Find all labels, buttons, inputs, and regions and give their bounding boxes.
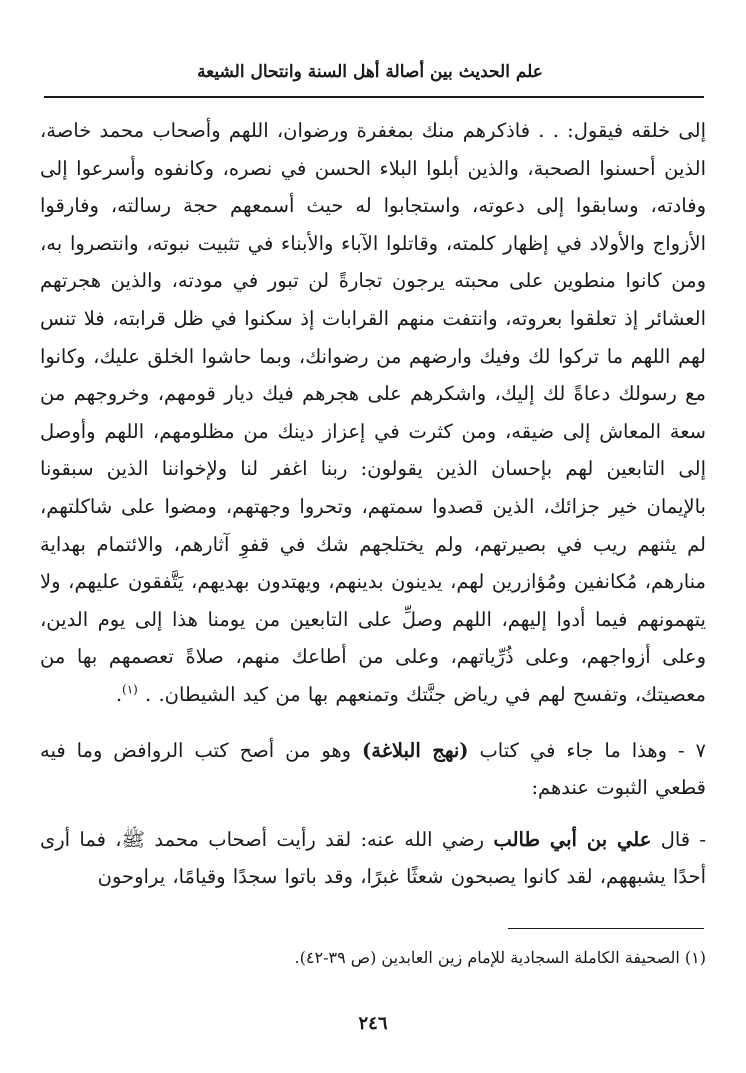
paragraph-3-end: رضي الله عنه: لقد رأيت أصحاب محمد ﷺ، فما أرى أحدًا يشبههم، لقد كانوا يصبحون شعثًا غبرًا، وقد باتوا سجدًا وقيامًا، يراوحون [40, 827, 706, 889]
body-text [40, 112, 706, 896]
speaker-name: علي بن أبي طالب [493, 827, 652, 851]
page-number: ٢٤٦ [358, 1013, 388, 1034]
footnote-1: (١) الصحيفة الكاملة السجادية للإمام زين العابدين (ص ٣٩-٤٢). [294, 948, 706, 967]
footnote-reference: (١) [122, 682, 138, 697]
running-header: علم الحديث بين أصالة أهل السنة وانتحال الشيعة [197, 62, 543, 82]
header-rule [44, 96, 704, 98]
paragraph-3-start: - قال [660, 827, 707, 851]
paragraph-1: إلى خلقه فيقول: . . فاذكرهم منك بمغفرة ورضوان، اللهم وأصحاب محمد خاصة، الذين أحسنوا الصحبة، والذين أبلوا البلاء الحسن في نصره، وكانفوه وأسرعوا إلى وفادته، وسابقوا إلى دعوته، واستجابوا له حيث أسمعهم حجة رسالته، وفارقوا الأزواج والأولاد في إظهار كلمته، وقاتلوا الآباء والأبناء في تثبيت نبوته، وانتصروا به، ومن كانوا منطوين على محبته يرجون تجارةً لن تبور في مودته، والذين هجرتهم العشائر إذ تعلقوا بعروته، وانتفت منهم القرابات إذ سكنوا في ظل قرابته، فلا تنس لهم اللهم ما تركوا لك وفيك وارضهم من رضوانك، وبما حاشوا الخلق عليك، وكانوا مع رسولك دعاةً لك إليك، واشكرهم على هجرهم فيك ديار قومهم، وخروجهم من سعة المعاش إلى ضيقه، ومن كثرت في إعزاز دينك من مظلومهم، اللهم وأوصل إلى التابعين لهم بإحسان الذين يقولون: ربنا اغفر لنا ولإخواننا الذين سبقونا بالإيمان خير جزائك، الذين قصدوا سمتهم، وتحروا وجهتهم، ومضوا على شاكلتهم، لم يثنهم ريب في بصيرتهم، ولم يختلجهم شك في قفوِ آثارهم، والائتمام بهداية منارهم، مُكانفين ومُؤازرين لهم، يدينون بدينهم، ويهتدون بهديهم، يَتَّفقون عليهم، ولا يتهمونهم فيما أدوا إليهم، اللهم وصلِّ على التابعين من يومنا هذا إلى يوم الدين، وعلى أزواجهم، وعلى ذُرِّياتهم، وعلى من أطاعك منهم، صلاةً تعصمهم بها من معصيتك، وتفسح لهم في رياض جنَّتك وتمنعهم بها من كيد الشيطان. . $^{(١)}$. [40, 119, 706, 706]
book-title: (نهج البلاغة) [362, 738, 469, 762]
paragraph-1-text: إلى خلقه فيقول: . . فاذكرهم منك بمغفرة ورضوان، اللهم وأصحاب محمد خاصة، الذين أحسنوا الصحبة، والذين أبلوا البلاء الحسن في نصره، وكانفوه وأسرعوا إلى وفادته، وسابقوا إلى دعوته، واستجابوا له حيث أسمعهم حجة رسالته، وفارقوا الأزواج والأولاد في إظهار كلمته، وقاتلوا الآباء والأبناء في تثبيت نبوته، وانتصروا به، ومن كانوا منطوين على محبته يرجون تجارةً لن تبور في مودته، والذين هجرتهم العشائر إذ تعلقوا بعروته، وانتفت منهم القرابات إذ سكنوا في ظل قرابته، فلا تنس لهم اللهم ما تركوا لك وفيك وارضهم من رضوانك، وبما حاشوا الخلق عليك، وكانوا مع رسولك دعاةً لك إليك، واشكرهم على هجرهم فيك ديار قومهم، وخروجهم من سعة المعاش إلى ضيقه، ومن كثرت في إعزاز دينك من مظلومهم، اللهم وأوصل إلى التابعين لهم بإحسان الذين يقولون: ربنا اغفر لنا ولإخواننا الذين سبقونا بالإيمان خير جزائك، الذين قصدوا سمتهم، وتحروا وجهتهم، ومضوا على شاكلتهم، لم يثنهم ريب في بصيرتهم، ولم يختلجهم شك في قفوِ آثارهم، والائتمام بهداية منارهم، مُكانفين ومُؤازرين لهم، يدينون بدينهم، ويهتدون بهديهم، يَتَّفقون عليهم، ولا يتهمونهم فيما أدوا إليهم، اللهم وصلِّ على التابعين من يومنا هذا إلى يوم الدين، وعلى أزواجهم، وعلى ذُرِّياتهم، وعلى من أطاعك منهم، صلاةً تعصمهم بها من معصيتك، وتفسح لهم في رياض جنَّتك وتمنعهم بها من كيد الشيطان. . [40, 119, 706, 706]
paragraph-2 [40, 732, 706, 807]
footnote-rule [508, 928, 704, 929]
paragraph-2-start: ٧ - وهذا ما جاء في كتاب [479, 738, 706, 762]
paragraph-3 [40, 821, 706, 896]
paragraph-2-end: وهو من أصح كتب الروافض وما فيه قطعي الثبوت عندهم: [40, 738, 706, 800]
